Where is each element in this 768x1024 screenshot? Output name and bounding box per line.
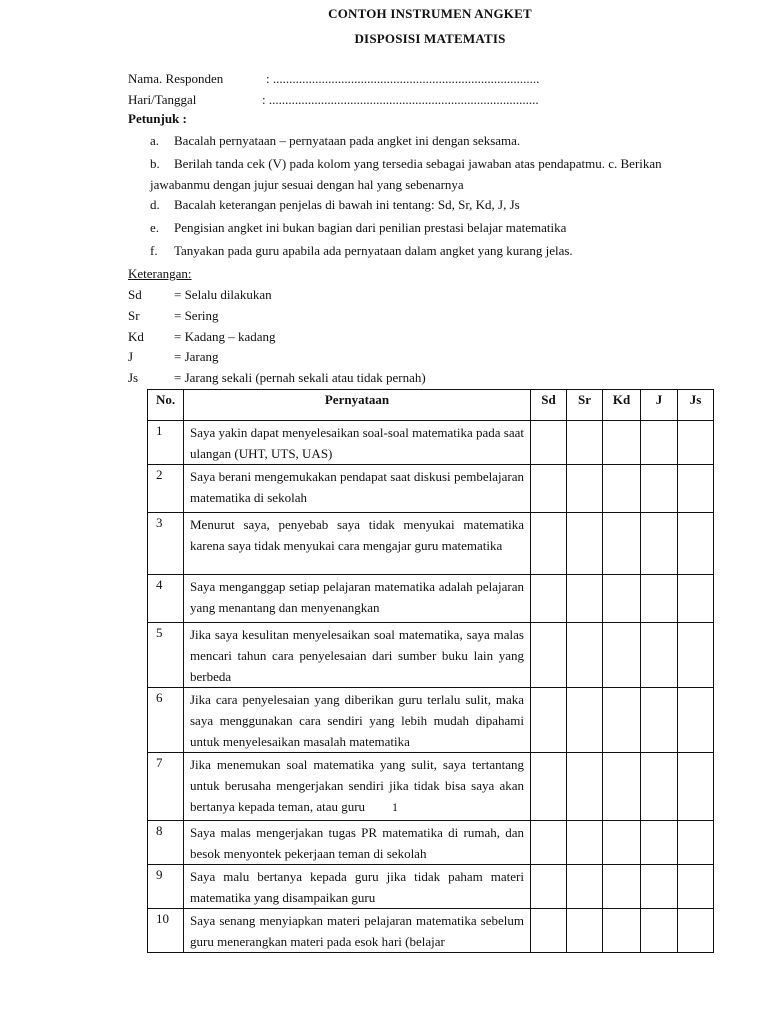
keterangan-heading: Keterangan: [128, 266, 192, 281]
document-subtitle: DISPOSISI MATEMATIS [354, 31, 506, 46]
table-row [148, 575, 714, 623]
answer-cell-kd[interactable] [603, 623, 641, 688]
legend-desc: = Jarang sekali (pernah sekali atau tidak pernah) [174, 370, 426, 385]
answer-cell-j[interactable] [641, 821, 678, 865]
row-statement: Jika cara penyelesaian yang diberikan guru terlalu sulit, maka saya menggunakan cara sendiri yang lebih mudah dipahami untuk menyelesaikan masalah matematika [184, 688, 531, 753]
answer-cell-kd[interactable] [603, 688, 641, 753]
legend-item [128, 287, 272, 303]
answer-cell-sd[interactable] [531, 513, 567, 575]
answer-cell-sr[interactable] [567, 688, 603, 753]
legend-code: J [128, 349, 134, 364]
row-number: 6 [148, 688, 184, 753]
answer-cell-js[interactable] [678, 909, 714, 953]
row-number: 7 [148, 753, 184, 821]
answer-cell-kd[interactable] [603, 575, 641, 623]
row-statement: Jika saya kesulitan menyelesaikan soal matematika, saya malas mencari tahun cara penyelesaian dari sumber buku lain yang berbeda [184, 623, 531, 688]
answer-cell-kd[interactable] [603, 753, 641, 821]
legend-desc: = Kadang – kadang [174, 329, 276, 344]
hari-tanggal-field [128, 92, 539, 108]
instruction-item-continued [150, 177, 464, 193]
row-statement: Saya menganggap setiap pelajaran matematika adalah pelajaran yang menantang dan menyenangkan [184, 575, 531, 623]
row-statement: Saya malu bertanya kepada guru jika tidak paham materi matematika yang disampaikan guru [184, 865, 531, 909]
nama-responden-field [128, 71, 540, 87]
answer-cell-sr[interactable] [567, 513, 603, 575]
nama-responden-label: Nama. Responden [128, 71, 224, 86]
row-statement: Saya yakin dapat menyelesaikan soal-soal matematika pada saat ulangan (UHT, UTS, UAS) [184, 421, 531, 465]
column-header-no: No. [148, 390, 184, 421]
answer-cell-js[interactable] [678, 623, 714, 688]
row-number: 1 [148, 421, 184, 465]
legend-desc: = Jarang [174, 349, 219, 364]
row-statement: Saya senang menyiapkan materi pelajaran matematika sebelum guru menerangkan materi pada esok hari (belajar [184, 909, 531, 953]
answer-cell-kd[interactable] [603, 865, 641, 909]
legend-code: Js [128, 370, 139, 385]
answer-cell-sd[interactable] [531, 688, 567, 753]
answer-cell-j[interactable] [641, 465, 678, 513]
table-row [148, 465, 714, 513]
instruction-marker: e. [150, 220, 160, 235]
row-number: 2 [148, 465, 184, 513]
instruction-item [150, 197, 520, 213]
answer-cell-j[interactable] [641, 421, 678, 465]
column-header-pernyataan: Pernyataan [184, 390, 531, 421]
answer-cell-sd[interactable] [531, 909, 567, 953]
column-header-j: J [641, 390, 678, 421]
legend-item [128, 308, 219, 324]
table-row [148, 753, 714, 821]
row-statement: Menurut saya, penyebab saya tidak menyukai matematika karena saya tidak menyukai cara mengajar guru matematika [184, 513, 531, 575]
answer-cell-js[interactable] [678, 513, 714, 575]
instruction-item [150, 243, 573, 259]
instruction-item [150, 133, 520, 149]
instruction-marker: d. [150, 197, 160, 212]
legend-code: Kd [128, 329, 144, 344]
column-header-kd: Kd [603, 390, 641, 421]
instruction-item [150, 220, 566, 236]
hari-tanggal-label: Hari/Tanggal [128, 92, 197, 107]
petunjuk-heading: Petunjuk : [128, 111, 187, 126]
legend-desc: = Sering [174, 308, 219, 323]
legend-desc: = Selalu dilakukan [174, 287, 272, 302]
table-row [148, 623, 714, 688]
row-statement: Saya berani mengemukakan pendapat saat diskusi pembelajaran matematika di sekolah [184, 465, 531, 513]
answer-cell-j[interactable] [641, 575, 678, 623]
instruction-item [150, 156, 662, 172]
answer-cell-sd[interactable] [531, 421, 567, 465]
answer-cell-kd[interactable] [603, 821, 641, 865]
table-row [148, 821, 714, 865]
document-title: CONTOH INSTRUMEN ANGKET [328, 6, 532, 21]
answer-cell-sr[interactable] [567, 421, 603, 465]
row-statement: Saya malas mengerjakan tugas PR matematika di rumah, dan besok menyontek pekerjaan teman di sekolah [184, 821, 531, 865]
answer-cell-js[interactable] [678, 865, 714, 909]
nama-responden-blank: : .................................................................................. [266, 71, 540, 86]
instruction-text: Pengisian angket ini bukan bagian dari penilian prestasi belajar matematika [174, 220, 567, 235]
answer-cell-js[interactable] [678, 821, 714, 865]
answer-cell-js[interactable] [678, 575, 714, 623]
row-statement: Jika menemukan soal matematika yang sulit, saya tertantang untuk berusaha mengerjakan sendiri jika tidak bisa saya akan bertanya kepada teman, atau guru [184, 753, 531, 821]
page-number: 1 [392, 800, 398, 814]
row-number: 3 [148, 513, 184, 575]
answer-cell-sr[interactable] [567, 753, 603, 821]
instruction-text: Tanyakan pada guru apabila ada pernyataan dalam angket yang kurang jelas. [174, 243, 573, 258]
column-header-sr: Sr [567, 390, 603, 421]
answer-cell-kd[interactable] [603, 909, 641, 953]
answer-cell-js[interactable] [678, 688, 714, 753]
answer-cell-j[interactable] [641, 909, 678, 953]
row-number: 4 [148, 575, 184, 623]
instruction-marker: a. [150, 133, 160, 148]
answer-cell-kd[interactable] [603, 465, 641, 513]
answer-cell-js[interactable] [678, 465, 714, 513]
answer-cell-j[interactable] [641, 865, 678, 909]
answer-cell-kd[interactable] [603, 513, 641, 575]
instruction-text: Bacalah keterangan penjelas di bawah ini tentang: Sd, Sr, Kd, J, Js [174, 197, 520, 212]
answer-cell-j[interactable] [641, 688, 678, 753]
answer-cell-sr[interactable] [567, 909, 603, 953]
answer-cell-js[interactable] [678, 421, 714, 465]
instruction-text: Bacalah pernyataan – pernyataan pada angket ini dengan seksama. [174, 133, 521, 148]
answer-cell-sr[interactable] [567, 575, 603, 623]
legend-item [128, 329, 276, 345]
answer-cell-sd[interactable] [531, 821, 567, 865]
table-header-row [148, 390, 714, 421]
legend-code: Sd [128, 287, 142, 302]
instruction-marker: f. [150, 243, 158, 258]
row-number: 5 [148, 623, 184, 688]
answer-cell-sd[interactable] [531, 865, 567, 909]
instruction-text: jawabanmu dengan jujur sesuai dengan hal yang sebenarnya [150, 177, 464, 192]
table-row [148, 909, 714, 953]
answer-cell-sr[interactable] [567, 821, 603, 865]
legend-item [128, 349, 219, 365]
answer-cell-sd[interactable] [531, 753, 567, 821]
answer-cell-j[interactable] [641, 513, 678, 575]
answer-cell-sr[interactable] [567, 465, 603, 513]
answer-cell-j[interactable] [641, 623, 678, 688]
questionnaire-table [147, 389, 714, 953]
column-header-js: Js [678, 390, 714, 421]
table-row [148, 513, 714, 575]
answer-cell-sr[interactable] [567, 623, 603, 688]
answer-cell-sr[interactable] [567, 865, 603, 909]
legend-item [128, 370, 426, 386]
table-row [148, 421, 714, 465]
instruction-text: Berilah tanda cek (V) pada kolom yang tersedia sebagai jawaban atas pendapatmu. c. Berikan [174, 156, 662, 171]
row-number: 9 [148, 865, 184, 909]
answer-cell-js[interactable] [678, 753, 714, 821]
table-row [148, 865, 714, 909]
answer-cell-j[interactable] [641, 753, 678, 821]
row-number: 10 [148, 909, 184, 953]
answer-cell-sd[interactable] [531, 465, 567, 513]
column-header-sd: Sd [531, 390, 567, 421]
hari-tanggal-blank: : ................................................................................... [262, 92, 539, 107]
row-number: 8 [148, 821, 184, 865]
answer-cell-sd[interactable] [531, 575, 567, 623]
answer-cell-sd[interactable] [531, 623, 567, 688]
legend-code: Sr [128, 308, 140, 323]
answer-cell-kd[interactable] [603, 421, 641, 465]
table-row [148, 688, 714, 753]
instruction-marker: b. [150, 156, 160, 171]
